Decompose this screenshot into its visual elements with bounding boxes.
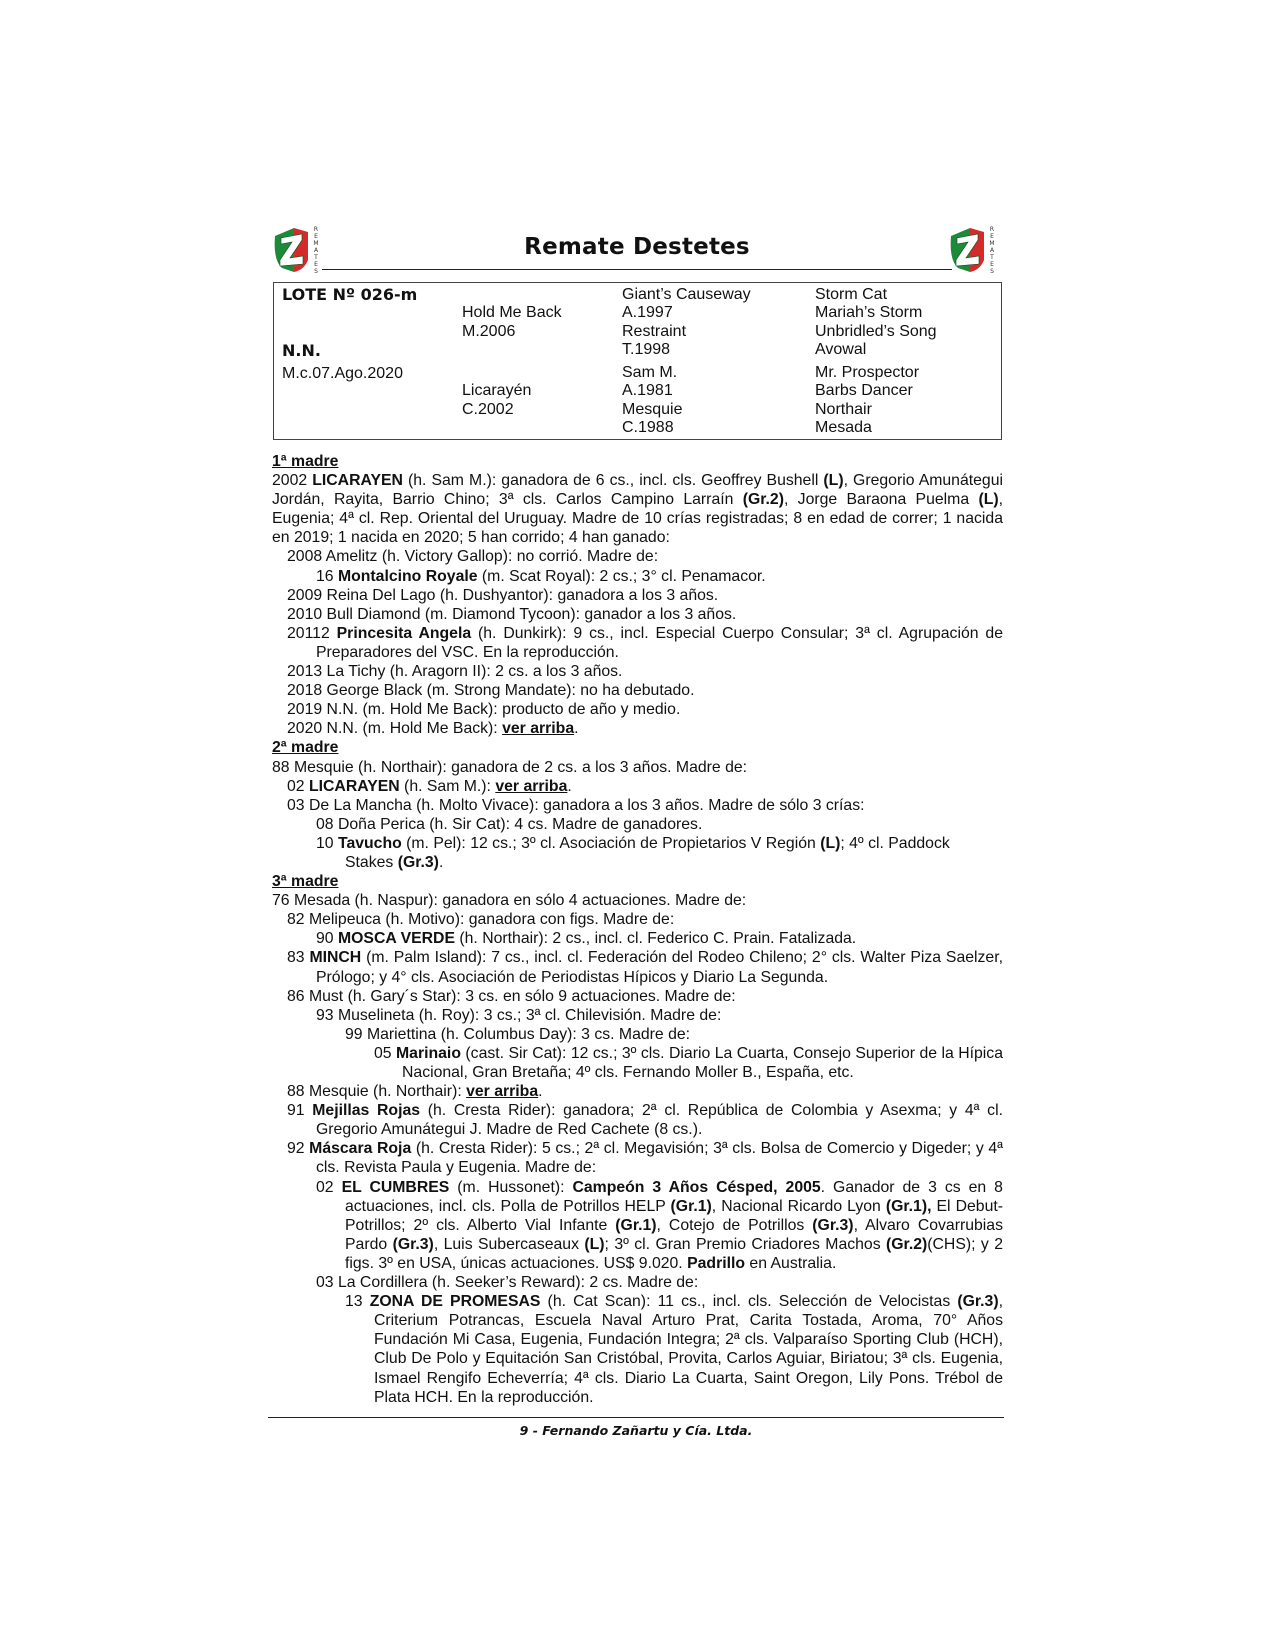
section-heading: 2ª madre	[272, 739, 339, 757]
produce-entry: 2013 La Tichy (h. Aragorn II): 2 cs. a los 3 años.	[287, 663, 623, 681]
produce-entry: 20112 Princesita Angela (h. Dunkirk): 9 cs., incl. Especial Cuerpo Consular; 3ª cl. Agrupación de Preparadores del VSC. En la reproducción.	[287, 624, 1003, 661]
produce-entry: 16 Montalcino Royale (m. Scat Royal): 2 cs.; 3° cl. Penamacor.	[316, 567, 766, 585]
header-rule	[322, 269, 952, 270]
svg-text:T: T	[314, 254, 318, 261]
produce-entry: 08 Doña Perica (h. Sir Cat): 4 cs. Madre de ganadores.	[316, 815, 703, 833]
horse-name: N.N.	[282, 341, 321, 360]
produce-entry: 90 MOSCA VERDE (h. Northair): 2 cs., incl. cl. Federico C. Prain. Fatalizada.	[316, 930, 857, 948]
gen2-entry: Mesquie	[622, 401, 683, 418]
produce-entry-cont: Stakes (Gr.3).	[345, 853, 444, 871]
svg-text:R: R	[313, 226, 319, 233]
svg-text:A: A	[989, 247, 995, 254]
dam-year: C.2002	[462, 401, 514, 418]
zl-remates-logo	[948, 224, 1002, 276]
gen2-entry: A.1997	[622, 304, 673, 321]
birth-info: M.c.07.Ago.2020	[282, 365, 403, 382]
page-title: Remate Destetes	[524, 234, 750, 260]
svg-text:A: A	[313, 247, 319, 254]
produce-entry: 82 Melipeuca (h. Motivo): ganadora con figs. Madre de:	[287, 911, 675, 929]
produce-entry: 91 Mejillas Rojas (h. Cresta Rider): ganadora; 2ª cl. República de Colombia y Asexma; y 4ª cl. Gregorio Amunátegui J. Madre de Red Cachete (8 cs.).	[287, 1102, 1003, 1139]
zl-remates-logo	[272, 224, 326, 276]
produce-entry: 2020 N.N. (m. Hold Me Back): ver arriba.	[287, 720, 579, 738]
produce-entry: 2018 George Black (m. Strong Mandate): no ha debutado.	[287, 682, 695, 700]
sire-year: M.2006	[462, 323, 516, 340]
produce-entry: 02 EL CUMBRES (m. Hussonet): Campeón 3 Años Césped, 2005. Ganador de 3 cs en 8 actuaciones, incl. cls. Polla de Potrillos HELP (Gr.1), Nacional Ricardo Lyon (Gr.1), El Debut-Potrillos; 2º cls. Alberto Vial Infante (Gr.1), Cotejo de Potrillos (Gr.3), Alvaro Covarrubias Pardo (Gr.3), Luis Subercaseaux (L); 3º cl. Gran Premio Criadores Machos (Gr.2)(CHS); y 2 figs. 3º en USA, únicas actuaciones. US$ 9.020. Padrillo en Australia.	[316, 1178, 1004, 1272]
gen3-entry: Northair	[815, 401, 872, 418]
gen2-entry: C.1988	[622, 419, 674, 436]
svg-text:T: T	[990, 254, 994, 261]
gen2-entry: Restraint	[622, 323, 687, 340]
produce-entry: 99 Mariettina (h. Columbus Day): 3 cs. Madre de:	[345, 1025, 691, 1043]
produce-entry: 2008 Amelitz (h. Victory Gallop): no corrió. Madre de:	[287, 548, 659, 566]
gen3-entry: Storm Cat	[815, 286, 888, 303]
produce-entry: 03 De La Mancha (h. Molto Vivace): ganadora a los 3 años. Madre de sólo 3 crías:	[287, 796, 865, 814]
svg-text:M: M	[989, 240, 995, 247]
pedigree-box	[273, 282, 1002, 440]
gen3-entry: Barbs Dancer	[815, 382, 913, 399]
produce-entry: 88 Mesquie (h. Northair): ver arriba.	[287, 1083, 543, 1101]
gen3-entry: Mr. Prospector	[815, 364, 920, 381]
section-heading: 3ª madre	[272, 873, 339, 891]
produce-entry: 86 Must (h. Gary´s Star): 3 cs. en sólo 9 actuaciones. Madre de:	[287, 987, 736, 1005]
svg-text:S: S	[990, 268, 994, 275]
svg-text:R: R	[989, 226, 995, 233]
page-footer: 9 - Fernando Zañartu y Cía. Ltda.	[519, 1423, 753, 1438]
footer-rule	[268, 1417, 1004, 1418]
gen3-entry: Mesada	[815, 419, 872, 436]
produce-entry: 92 Máscara Roja (h. Cresta Rider): 5 cs.; 2ª cl. Megavisión; 3ª cls. Bolsa de Comercio y Digeder; y 4ª cls. Revista Paula y Eugenia. Madre de:	[287, 1140, 1003, 1177]
produce-entry: 03 La Cordillera (h. Seeker’s Reward): 2 cs. Madre de:	[316, 1274, 699, 1292]
gen2-entry: Sam M.	[622, 364, 678, 381]
sire-name: Hold Me Back	[462, 304, 562, 321]
gen2-entry: Giant’s Causeway	[622, 286, 751, 303]
gen3-entry: Mariah’s Storm	[815, 304, 923, 321]
svg-text:E: E	[990, 261, 994, 268]
svg-text:E: E	[314, 261, 318, 268]
gen3-entry: Unbridled’s Song	[815, 323, 937, 340]
gen2-entry: T.1998	[622, 341, 671, 358]
dam-summary: 88 Mesquie (h. Northair): ganadora de 2 cs. a los 3 años. Madre de:	[272, 758, 748, 776]
gen3-entry: Avowal	[815, 341, 867, 358]
produce-entry: 02 LICARAYEN (h. Sam M.): ver arriba.	[287, 777, 572, 795]
produce-record	[272, 452, 1003, 1407]
produce-entry: 13 ZONA DE PROMESAS (h. Cat Scan): 11 cs., incl. cls. Selección de Velocistas (Gr.3), Criterium Potrancas, Escuela Naval Arturo Prat, Carita Tostada, Aroma, 70° Años Fundación Mi Casa, Eugenia, Fundación Integra; 2ª cls. Valparaíso Sporting Club (HCH), Club De Polo y Equitación San Cristóbal, Provita, Carlos Aguiar, Biriatou; 3ª cls. Eugenia, Ismael Rengifo Echeverría; 4ª cls. Diario La Cuarta, Saint Oregon, Lily Pons. Trébol de Plata HCH. En la reproducción.	[345, 1293, 1003, 1406]
dam-name: Licarayén	[462, 382, 532, 399]
svg-text:E: E	[314, 233, 318, 240]
produce-entry: 83 MINCH (m. Palm Island): 7 cs., incl. cl. Federación del Rodeo Chileno; 2° cls. Walter Piza Saelzer, Prólogo; y 4° cls. Asociación de Periodistas Hípicos y Diario La Segunda.	[287, 949, 1003, 986]
produce-entry: 10 Tavucho (m. Pel): 12 cs.; 3º cl. Asociación de Propietarios V Región (L); 4º cl. Paddock	[316, 834, 950, 852]
svg-text:E: E	[990, 233, 994, 240]
gen2-entry: A.1981	[622, 382, 673, 399]
lote-title: LOTE Nº 026-m	[282, 285, 418, 304]
produce-entry: 2019 N.N. (m. Hold Me Back): producto de año y medio.	[287, 701, 681, 719]
dam-summary: 76 Mesada (h. Naspur): ganadora en sólo 4 actuaciones. Madre de:	[272, 892, 747, 910]
produce-entry: 05 Marinaio (cast. Sir Cat): 12 cs.; 3º cls. Diario La Cuarta, Consejo Superior de la Hípica Nacional, Gran Bretaña; 4º cls. Fernando Moller B., España, etc.	[374, 1044, 1003, 1081]
produce-entry: 2010 Bull Diamond (m. Diamond Tycoon): ganador a los 3 años.	[287, 605, 737, 623]
page-header	[272, 224, 1002, 276]
dam-summary: 2002 LICARAYEN (h. Sam M.): ganadora de 6 cs., incl. cls. Geoffrey Bushell (L), Gregorio Amunátegui Jordán, Rayita, Barrio Chino; 3ª cls. Carlos Campino Larraín (Gr.2), Jorge Baraona Puelma (L), Eugenia; 4ª cl. Rep. Oriental del Uruguay. Madre de 10 crías registradas; 8 en edad de correr; 1 nacida en 2019; 1 nacida en 2020; 5 han corrido; 4 han ganado:	[272, 472, 1004, 547]
produce-entry: 93 Muselineta (h. Roy): 3 cs.; 3ª cl. Chilevisión. Madre de:	[316, 1006, 722, 1024]
svg-text:M: M	[313, 240, 319, 247]
svg-text:S: S	[314, 268, 318, 275]
section-heading: 1ª madre	[272, 453, 339, 470]
produce-entry: 2009 Reina Del Lago (h. Dushyantor): ganadora a los 3 años.	[287, 586, 719, 604]
